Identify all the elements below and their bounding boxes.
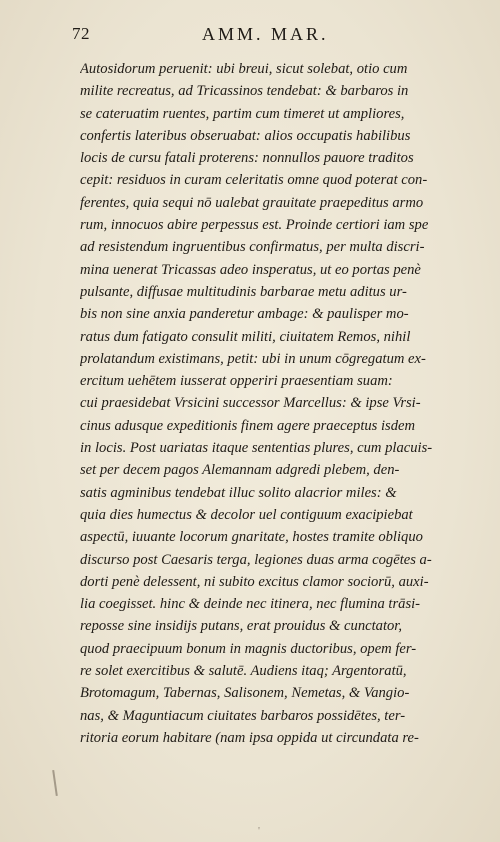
text-line: in locis. Post uariatas itaque sententias plures, cum placuis- (80, 440, 433, 457)
text-line: cui praesidebat Vrsicini successor Marcellus: & ipse Vrsi- (80, 395, 421, 412)
text-line: Brotomagum, Tabernas, Salisonem, Nemetas, & Vangio- (80, 685, 410, 702)
page-header (72, 24, 472, 46)
text-line: ad resistendum ingruentibus confirmatus, per multa discri- (80, 239, 425, 256)
body-text (80, 58, 476, 749)
page-number: 72 (72, 24, 90, 43)
text-line: satis agminibus tendebat illuc solito alacrior miles: & (80, 484, 397, 501)
text-line: discurso post Caesaris terga, legiones duas arma cogētes a- (80, 551, 432, 568)
text-line: ritoria eorum habitare (nam ipsa oppida ut circundata re- (80, 729, 419, 746)
text-line: prolatandum existimans, petit: ubi in unum cōgregatum ex- (80, 350, 426, 367)
text-line: se cateruatim ruentes, partim cum timeret ut ampliores, (80, 105, 405, 122)
text-line: dorti penè delessent, ni subito excitus clamor sociorū, auxi- (80, 573, 429, 590)
text-line: Autosidorum peruenit: ubi breui, sicut solebat, otio cum (80, 61, 408, 77)
text-line: pulsante, diffusae multitudinis barbarae metu aditus ur- (80, 283, 407, 300)
text-line: re solet exercitibus & salutē. Audiens itaq; Argentoratū, (80, 663, 407, 680)
text-line: cinus adusque expeditionis finem agere praeceptus isdem (80, 417, 416, 434)
text-line: set per decem pagos Alemannam adgredi plebem, den- (80, 462, 400, 479)
text-line: confertis lateribus obseruabat: alios occupatis habilibus (80, 127, 411, 144)
text-line: aspectū, iuuante locorum gnaritate, hostes tramite obliquo (80, 529, 423, 546)
bottom-ink-dot: ' (258, 825, 260, 837)
text-line: milite recreatus, ad Tricassinos tendebat: & barbaros in (80, 83, 409, 100)
text-line: ratus dum fatigato consulit militi, ciuitatem Remos, nihil (80, 328, 411, 345)
text-line: reposse sine insidijs putans, erat prouidus & cunctator, (80, 618, 403, 635)
text-line: cepit: residuos in curam celeritatis omne quod poterat con- (80, 172, 428, 189)
text-line: nas, & Maguntiacum ciuitates barbaros possidētes, ter- (80, 707, 406, 724)
margin-ink-mark (52, 770, 58, 796)
text-line: ferentes, quia sequi nō ualebat grauitate praepeditus armo (80, 194, 424, 211)
text-line: quia dies humectus & decolor uel contiguum exacipiebat (80, 506, 413, 523)
text-line: rum, innocuos abire perpessus est. Proinde certiori iam spe (80, 217, 429, 234)
running-head: AMM. MAR. (202, 24, 329, 44)
text-line: mina uenerat Tricassas adeo insperatus, ut eo portas penè (80, 261, 421, 278)
text-line: lia coegisset. hinc & deinde nec itinera, nec flumina trāsi- (80, 596, 421, 613)
text-line: ercitum uehētem iusserat opperiri praesentiam suam: (80, 373, 393, 390)
text-line: locis de cursu fatali proterens: nonnullos pauore traditos (80, 150, 414, 167)
text-line: bis non sine anxia panderetur ambage: & paulisper mo- (80, 306, 409, 323)
text-line: quod praecipuum bonum in magnis ductoribus, opem fer- (80, 640, 417, 657)
